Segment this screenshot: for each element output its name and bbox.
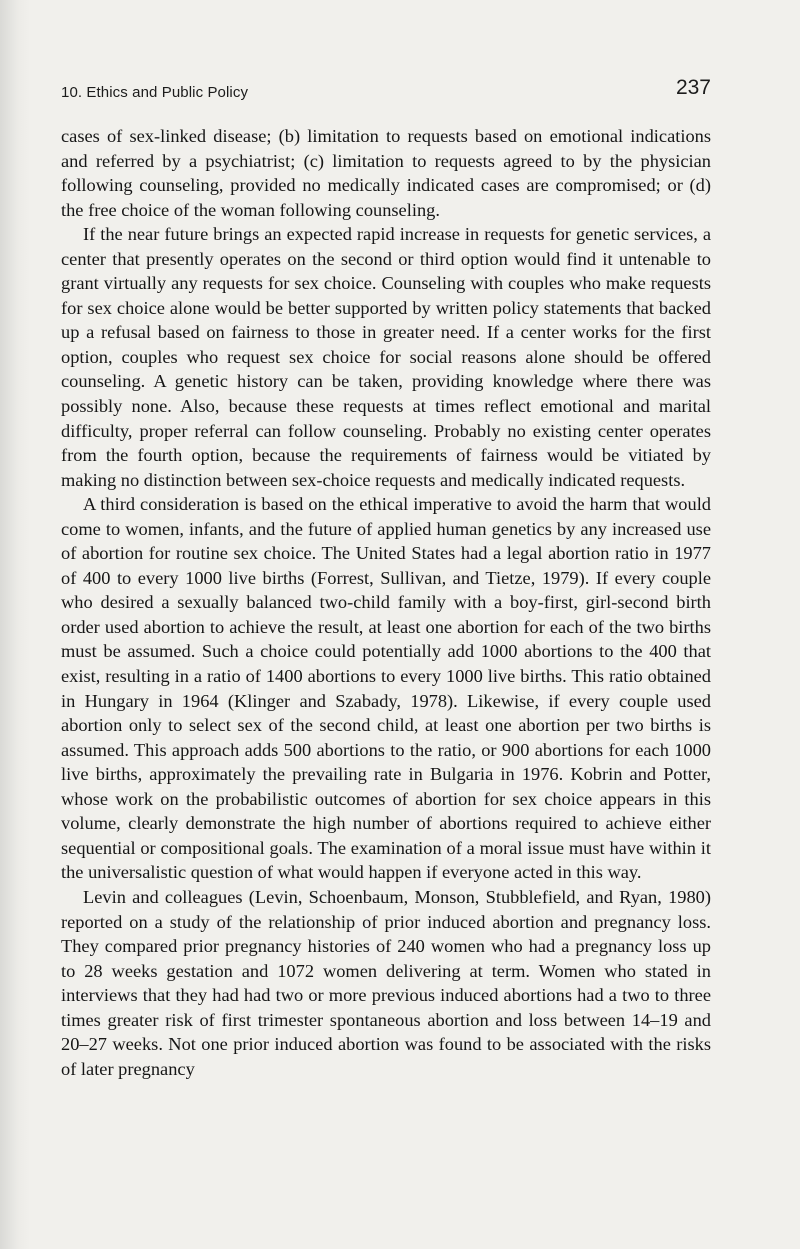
page-number: 237 (675, 76, 711, 99)
paragraph: A third consideration is based on the ethical imperative to avoid the harm that would come to women, infants, and the future of applied human genetics by any increased use of abortion for routine sex choice. The United States had a legal abortion ratio in 1977 of 400 to every 1000 live births (Forrest, Sullivan, and Tietze, 1979). If every couple who desired a sexually balanced two-child family with a boy-first, girl-second birth order used abortion to achieve the result, at least one abortion for each of the two births must be assumed. Such a choice could potentially add 1000 abortions to the 400 that exist, resulting in a ratio of 1400 abortions to every 1000 live births. This ratio obtained in Hungary in 1964 (Klinger and Szabady, 1978). Likewise, if every couple used abortion only to select sex of the second child, at least one abortion per two births is assumed. This approach adds 500 abortions to the ratio, or 900 abortions for each 1000 live births, approximately the prevailing rate in Bulgaria in 1976. Kobrin and Potter, whose work on the probabilistic outcomes of abortion for sex choice appears in this volume, clearly demonstrate the high number of abortions required to achieve either sequential or compositional goals. The examination of a moral issue must have within it the universalistic question of what would happen if everyone acted in this way. (61, 494, 711, 883)
paragraph-continued: cases of sex-linked disease; (b) limitation to requests based on emotional indications and referred by a psychiatrist; (c) limitation to requests agreed to by the physician following counseling, provided no medically indicated cases are compromised; or (d) the free choice of the woman following counseling. (61, 126, 711, 220)
chapter-title: 10. Ethics and Public Policy (61, 84, 249, 101)
body-text (61, 124, 711, 1081)
paragraph: Levin and colleagues (Levin, Schoenbaum, Monson, Stubblefield, and Ryan, 1980) reported on a study of the relationship of prior induced abortion and pregnancy loss. They compared prior pregnancy histories of 240 women who had a pregnancy loss up to 28 weeks gestation and 1072 women delivering at term. Women who stated in interviews that they had had two or more previous induced abortions had a two to three times greater risk of first trimester spontaneous abortion and loss between 14–19 and 20–27 weeks. Not one prior induced abortion was found to be associated with the risks of later pregnancy (61, 886, 711, 1079)
running-head (61, 76, 711, 112)
paragraph: If the near future brings an expected rapid increase in requests for genetic services, a center that presently operates on the second or third option would find it untenable to grant virtually any requests for sex choice. Counseling with couples who make requests for sex choice alone would be better supported by written policy statements that backed up a refusal based on fairness to those in greater need. If a center works for the first option, couples who request sex choice for social reasons alone should be offered counseling. A genetic history can be taken, providing knowledge where there was possibly none. Also, because these requests at times reflect emotional and marital difficulty, proper referral can follow counseling. Probably no existing center operates from the fourth option, because the requirements of fairness would be vitiated by making no distinction between sex-choice requests and medically indicated requests. (61, 224, 711, 490)
page-gutter-shadow (0, 0, 30, 1249)
